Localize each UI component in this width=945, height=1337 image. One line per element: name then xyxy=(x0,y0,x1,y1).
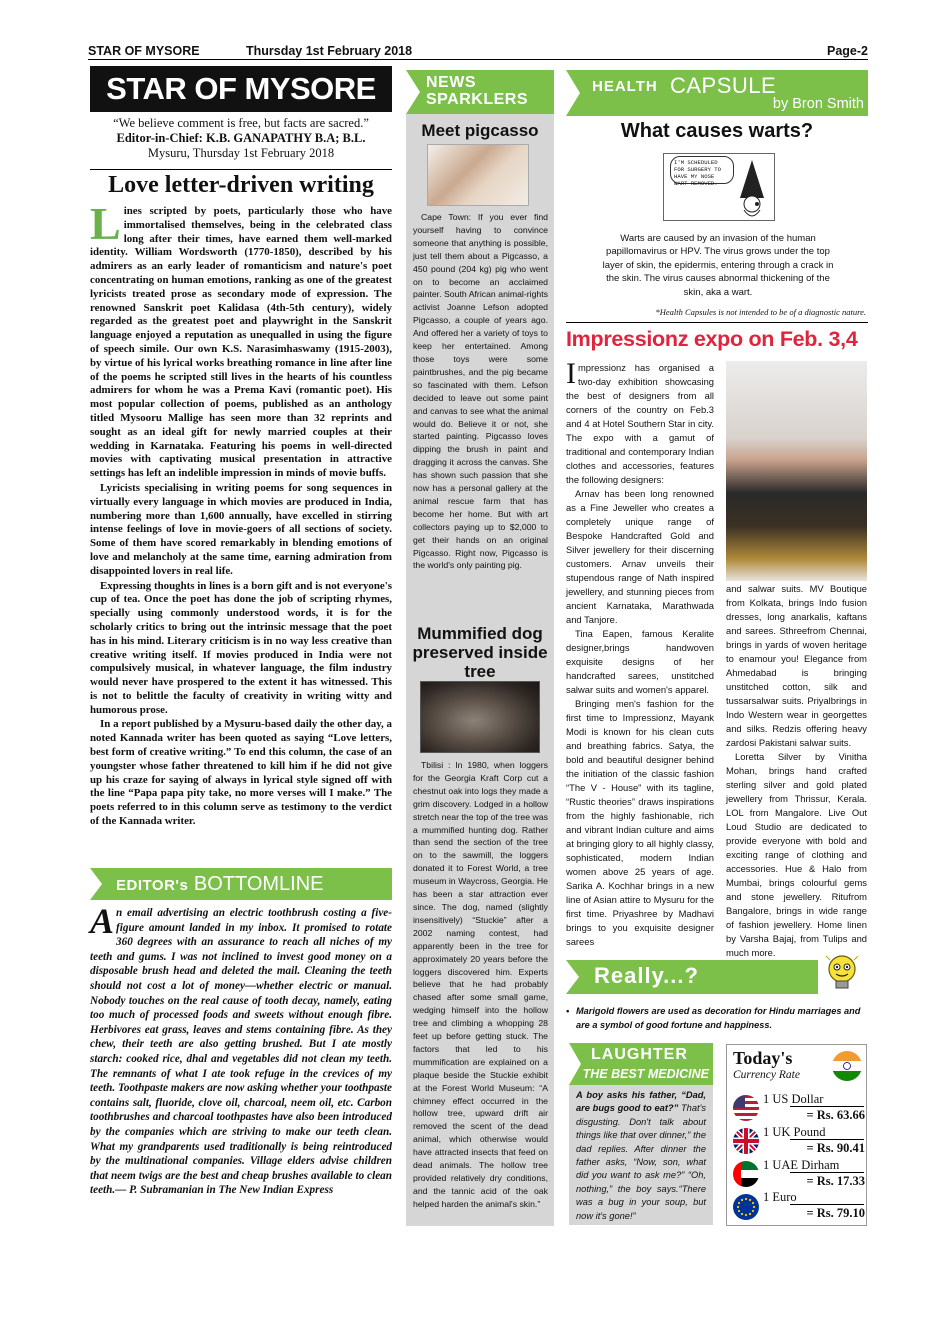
arrow-icon xyxy=(90,868,102,900)
currency-subtitle: Currency Rate xyxy=(733,1069,800,1081)
bottomline-header xyxy=(90,868,392,900)
news-sparklers-header xyxy=(406,70,554,114)
expo-paragraph: Bringing men's fashion for the first time to Impressionz, Mayank Modi is known for his clean cuts and breathing fabrics. Satya, the bold and beautiful designer behind the initiation of the classic fashion “The V - House” with its tagline, “Rustic theories” draws inspirations from the highly fashionable, rich and vibrant Indian culture and aims at bringing glory to all highly classy, sophisticated, modern Indian women above 25 years of age. Sarika A. Kochhar brings in a new line of Asian attire to Mysuru for the first time. Priyashree by Madhavi brings to you exquisite designer sarees xyxy=(566,698,714,947)
laughter-label-a: LAUGHTER xyxy=(591,1046,688,1063)
health-label-b: CAPSULE xyxy=(670,73,777,98)
cartoon-speech-bubble: I'M SCHEDULED FOR SURGERY TO HAVE MY NOSE WART REMOVED. xyxy=(670,156,734,184)
editorial-paragraph: Lyricists specialising in writing poems for song sequences in virtually every language in which movies are produced in India, numbering more than 1,600 annually, have excelled in stirring intense feelings of love in movie-goers of all sections of society. Some of them have scored remarkably in blending emotions of love and melancholy at the same time, earning admiration from disappointed lovers in real life. xyxy=(90,481,392,577)
pigcasso-text xyxy=(413,211,548,572)
bottomline-label-a: EDITOR's xyxy=(116,877,189,894)
expo-dropcap: I xyxy=(566,357,576,390)
bullet-icon: • xyxy=(566,1006,570,1016)
pigcasso-paragraph: Cape Town: If you ever find yourself having to convince someone that anything is possible, just tell them about a Pigcasso, a 450 pound (204 kg) pig who went on to become an acclaimed painter. South African animal-rights activist Joanne Lefson adopted Pigcasso, a couple of years ago. And offered her a variety of toys to keep her entertained. Among those toys were some paintbrushes, and the pig became so fascinated with them. Lefson decided to leave out some paint and canvas to see what the animal would do. Believe it or not, she started painting. Pigcasso loves dipping the brush in paint and dragging it across the canvas. She has shown such passion that she now has a personal gallery at the animal rescue farm that has become her home. But with art collectors paying up to $2,000 to get their hands on an original Pigcasso. Right now, Pigcasso is the world's only painting pig. xyxy=(413,212,548,571)
masthead-editor: Editor-in-Chief: K.B. GANAPATHY B.A; B.L. xyxy=(116,131,366,145)
masthead-info xyxy=(90,116,392,161)
laughter-joke xyxy=(576,1089,706,1223)
editorial-paragraph: In a report published by a Mysuru-based daily the other day, a noted Kannada writer has been quoted as saying “Love letters, best form of creative writing.” To end this column, the case of an youngster whose father threatened to kill him if he did not give up his craze for saying of always in lyrical style signed off with the line “Papa papa pity take, no more verses will I make.” The poets referred to in this column serve as testimony to the verdict of the Kannada writer. xyxy=(90,718,392,828)
header-page-number: Page-2 xyxy=(827,44,868,58)
expo-body-col-b xyxy=(726,582,867,960)
expo-title: Impressionz expo on Feb. 3,4 xyxy=(566,327,858,351)
divider xyxy=(90,169,392,170)
news-label-b: SPARKLERS xyxy=(426,91,528,108)
header-date: Thursday 1st February 2018 xyxy=(246,44,413,58)
arrow-icon xyxy=(566,960,579,994)
divider xyxy=(566,322,868,323)
really-fact: Marigold flowers are used as decoration for Hindu marriages and are a symbol of good fortune and happiness. xyxy=(576,1006,861,1030)
expo-paragraph: Arnav has been long renowned as a Fine Jeweller who creates a completely unique range of Bespoke Handcrafted Gold and Silver jewellery for their discerning customers. Arnav unveils their stupendous range of Nath inspired jewellery, and stunning pieces from ancient Karnataka, Marathwada and Tanjore. xyxy=(566,488,714,625)
divider xyxy=(790,1172,864,1173)
laughter-label-b: THE BEST MEDICINE xyxy=(582,1067,709,1081)
bottomline-body xyxy=(90,901,392,1198)
eu-flag-icon xyxy=(733,1194,759,1220)
masthead-logo: STAR OF MYSORE xyxy=(90,66,392,112)
laughter-header xyxy=(569,1043,713,1085)
bottomline-text: n email advertising an electric toothbrush costing a five-figure amount landed in my inbox. It promised to rotate 360 degrees with an assurance to reach all niches of my teeth and gums. I was not inclined to invest good money on a disposable brush head and deleted the mail. Cleaning the teeth should not cost a lot of money—whether electric or manual. Nobody touches on the real cause of tooth decay, namely, eating too much of processed foods and sweets without enough fibre. Herbivores eat grass, leaves and stems containing fibre. As they chew, their teeth are also getting brushed. But I ate mostly starch: cooked rice, dhal and vegetables did not clean my teeth. The remnants of what I ate took refuge in the crevices of my teeth. Toothpaste makers are now asking whether your toothpaste contains salt, fluoride, clove oil, charcoal, neem oil, etc. Carbon toothbrushes and charcoal toothpastes have also been introduced by the companies which are striving to make our teeth clean. What my grandparents used traditionally is being reintroduced by the multinational companies. Village elders advise children that neem twigs are the best and cheap brushes available to clean teeth.— P. Subramanian in The New Indian Express xyxy=(90,907,392,1197)
uk-flag-icon xyxy=(733,1128,759,1154)
pigcasso-photo xyxy=(427,144,529,206)
news-label-a: NEWS xyxy=(426,74,476,91)
expo-photo xyxy=(726,361,867,581)
warts-text: Warts are caused by an invasion of the human papillomavirus or HPV. The virus grows under the top layer of skin, the epidermis, entering through a crack in the skin. The virus causes abnormal thickening of the skin, aka a wart. xyxy=(602,233,834,298)
health-capsule-header xyxy=(566,70,868,116)
editorial-paragraph: Expressing thoughts in lines is a born gift and is not everyone's cup of tea. Once the poet has done the job of scripting rhymes, specially using commonly understood words, it is for the scholarly critics to bring out the intrinsic message that the poet has in his mind. Literary criticism is in no way less creative than creative writing itself. If movies produced in India were not compulsively musical, in whatever language, the film industry would never have prospered to the extent it has witnessed. This is not to belittle the faculty of creativity in writing witty and humorous prose. xyxy=(90,579,392,716)
health-byline: by Bron Smith xyxy=(772,96,864,112)
laughter-joke-lead: A boy asks his father, “Dad, are bugs good to eat?” xyxy=(576,1090,706,1114)
expo-paragraph: mpressionz has organised a two-day exhibition showcasing the best of designers from all corners of the country on Feb.3 and 4 at Hotel Southern Star in city. The expo with a gamut of traditional and contemporary Indian clothes and accessories, features the following designers: xyxy=(566,362,714,485)
expo-paragraph: Tina Eapen, famous Keralite designer,brings handwoven exquisite designs of her handcrafted sarees, unstitched salwar suits and women's apparel. xyxy=(566,628,714,695)
us-flag-icon xyxy=(733,1095,759,1121)
editorial-headline: Love letter-driven writing xyxy=(108,172,374,198)
warts-title: What causes warts? xyxy=(620,120,814,142)
dog-text xyxy=(413,759,548,1211)
currency-value: = Rs. 90.41 xyxy=(806,1141,865,1155)
currency-name: 1 UK Pound xyxy=(763,1125,826,1139)
dog-photo xyxy=(420,681,540,753)
dog-paragraph: Tbilisi : In 1980, when loggers for the Georgia Kraft Corp cut a chestnut oak into logs they made a grim discovery. Lodged in a hollow stretch near the top of the tree was a mummified hunting dog. Rather than send the section of the tree on to the sawmill, the loggers donated it to Forest World, a tree museum in Waycross, Georgia. He has been a star attraction ever since. The dog, named (slightly insensitively) “Stuckie” after a 2002 naming contest, had apparently been in the tree for approximately 20 years before the loggers discovered him. Experts believe that he had probably chased after some small game, wedging himself into the hollow tree and climbing a whopping 28 feet up before getting stuck. The factors that led to his mummification are explained on a plaque beside the Stuckie exhibit at the Forest World Museum: “A chimney effect occurred in the hollow tree, upward drift air removed the scent of the dead animal, which otherwise would have attracted insects that feed on dead animals. The hollow tree provided relatively dry conditions, and the tannic acid of the oak helped harden the animal's skin.” xyxy=(413,760,548,1209)
lightbulb-icon xyxy=(822,952,862,994)
currency-name: 1 UAE Dirham xyxy=(763,1158,840,1172)
masthead-motto: “We believe comment is free, but facts are sacred.” xyxy=(113,116,369,130)
laughter-joke-rest: That's disgusting. Don't talk about things like that over dinner,” the dad replies. After dinner the father asks, “Now, son, what did you want to ask me?” “Oh, nothing,” the boy says.“There was a bug in your soup, but now it's gone!” xyxy=(576,1103,706,1221)
uae-flag-icon xyxy=(733,1161,759,1187)
really-label: Really...? xyxy=(594,963,699,988)
really-text xyxy=(566,1005,868,1032)
dog-title: Mummified dog preserved inside tree xyxy=(412,624,548,681)
currency-value: = Rs. 63.66 xyxy=(806,1108,865,1122)
bottomline-label-b: BOTTOMLINE xyxy=(193,873,324,895)
expo-body-col-a xyxy=(566,357,714,949)
divider xyxy=(790,1139,864,1140)
editorial-paragraph: ines scripted by poets, particularly those who have immortalised themselves, being in the celebrated class long after their times, have earned them well-marked identity. William Wordsworth (1770-1850), described by his admirers as an early leader of romanticism and nature's poet concentrating on human emotions, ranking as one of the greatest lyricists treated prose as secondary mode of expression. The renowned Sanskrit poet Kalidasa (4th-5th century), widely regarded as the greatest poet and playwright in the Sanskrit language enjoyed a reputation as unequalled in using the figure of speech simile. Our own K.S. Narasimhaswamy (1915-2003), by virtue of his lyrical works breathing romance in line after line of the poems he scripted still lives in the hearts of his countless admirers for whom he was a Prema Kavi (romantic poet). His most popular collection of poems, published as an anthology titled Mysooru Mallige has seen more than 32 reprints and sought as an ideal gift for newly married couples at their wedding in Karnataka. Featuring his poems in well-directed movies with captivating musical presentation in attractive settings has left an indelible impression in minds of movie buffs. xyxy=(90,205,392,480)
warts-cartoon xyxy=(663,153,775,221)
masthead-dateline: Mysuru, Thursday 1st February 2018 xyxy=(147,146,335,160)
page-header xyxy=(88,44,868,60)
currency-title: Today's xyxy=(733,1048,793,1068)
currency-value: = Rs. 79.10 xyxy=(806,1206,865,1220)
editorial-body xyxy=(90,198,392,830)
wizard-icon xyxy=(664,154,776,222)
really-header xyxy=(566,960,818,994)
expo-paragraph: and salwar suits. MV Boutique from Kolkata, brings Indo fusion dresses, long anarkalis, kaftans and sarees. Sthreefrom Chennai, brings in yards of woven heritage to enamour you! Elegance from Ahmedabad is bringing unstitched cotton, silk and tussarsalwar suits. Priyalbrings in Indo Western wear in georgettes and silks. Redzis offering heavy zardosi Pakistani salwar suits. xyxy=(726,583,867,748)
divider xyxy=(790,1204,864,1205)
currency-name: 1 US Dollar xyxy=(763,1092,824,1106)
warts-disclaimer: *Health Capsules is not intended to be of a diagnostic nature. xyxy=(655,307,866,317)
currency-name: 1 Euro xyxy=(763,1190,797,1204)
arrow-icon xyxy=(566,70,580,116)
arrow-icon xyxy=(406,70,420,114)
editorial-dropcap: L xyxy=(90,198,121,249)
india-flag-icon xyxy=(832,1051,862,1081)
header-paper-name: STAR OF MYSORE xyxy=(88,44,200,58)
pigcasso-title: Meet pigcasso xyxy=(421,121,539,140)
health-label-a: HEALTH xyxy=(592,78,658,95)
divider xyxy=(790,1106,864,1107)
bottomline-dropcap: A xyxy=(90,901,115,941)
expo-paragraph: Loretta Silver by Vinitha Mohan, brings hand crafted sterling silver and gold plated jewellery from Thrissur, Kerala. LOL from Mangalore. Live Out Loud Studio are dedicated to provide everyone with bold and exciting range of clothing and accessories. Hue & Halo from Mumbai, brings colourful gems and stone jewellery. Ritufrom Bangalore, brings in wide range of fashion jewellery. Home linen by Varsha Bajaj, from Tulips and much more. xyxy=(726,751,867,958)
currency-value: = Rs. 17.33 xyxy=(806,1174,865,1188)
